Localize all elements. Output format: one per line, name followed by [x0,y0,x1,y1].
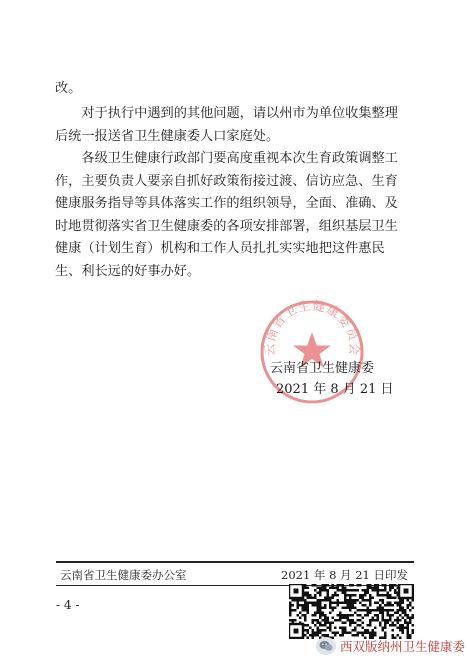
seal-text: 云南省卫生健康委员会 [261,298,363,357]
footer-rule-top [56,561,414,563]
paragraph-text: 各级卫生健康行政部门要高度重视本次生育政策调整工作，主要负责人要亲自抓好政策衔接过渡、信访应急、生育健康服务指导等具体落实工作的组织领导，全面、准确、及时地贯彻落实省卫生健康委的各项安排部署，组织基层卫生健康（计划生育）机构和工作人员扎扎实实地把这件惠民生、利长远的好事办好。 [55,151,398,279]
signer-date: 2021 年 8 月 21 日 [276,382,394,397]
signer-organization: 云南省卫生健康委 [270,361,375,376]
qr-code-icon [289,584,414,639]
paragraph-text: 改。 [55,81,82,96]
paragraph-requirements [55,148,410,283]
watermark-text: 西双版纳州卫生健康委 [340,639,466,654]
paragraph-text: 对于执行中遇到的其他问题，请以州市为单位收集整理后统一报送省卫生健康委人口家庭处。 [55,106,398,144]
footer-office: 云南省卫生健康委办公室 [60,568,187,582]
watermark[interactable] [316,635,465,657]
paragraph-continuation [55,78,410,101]
wechat-icon [316,637,336,655]
page-number: - 4 - [56,598,80,612]
footer-print-date: 2021 年 8 月 21 日印发 [281,568,408,582]
paragraph-other-issues [55,103,410,148]
